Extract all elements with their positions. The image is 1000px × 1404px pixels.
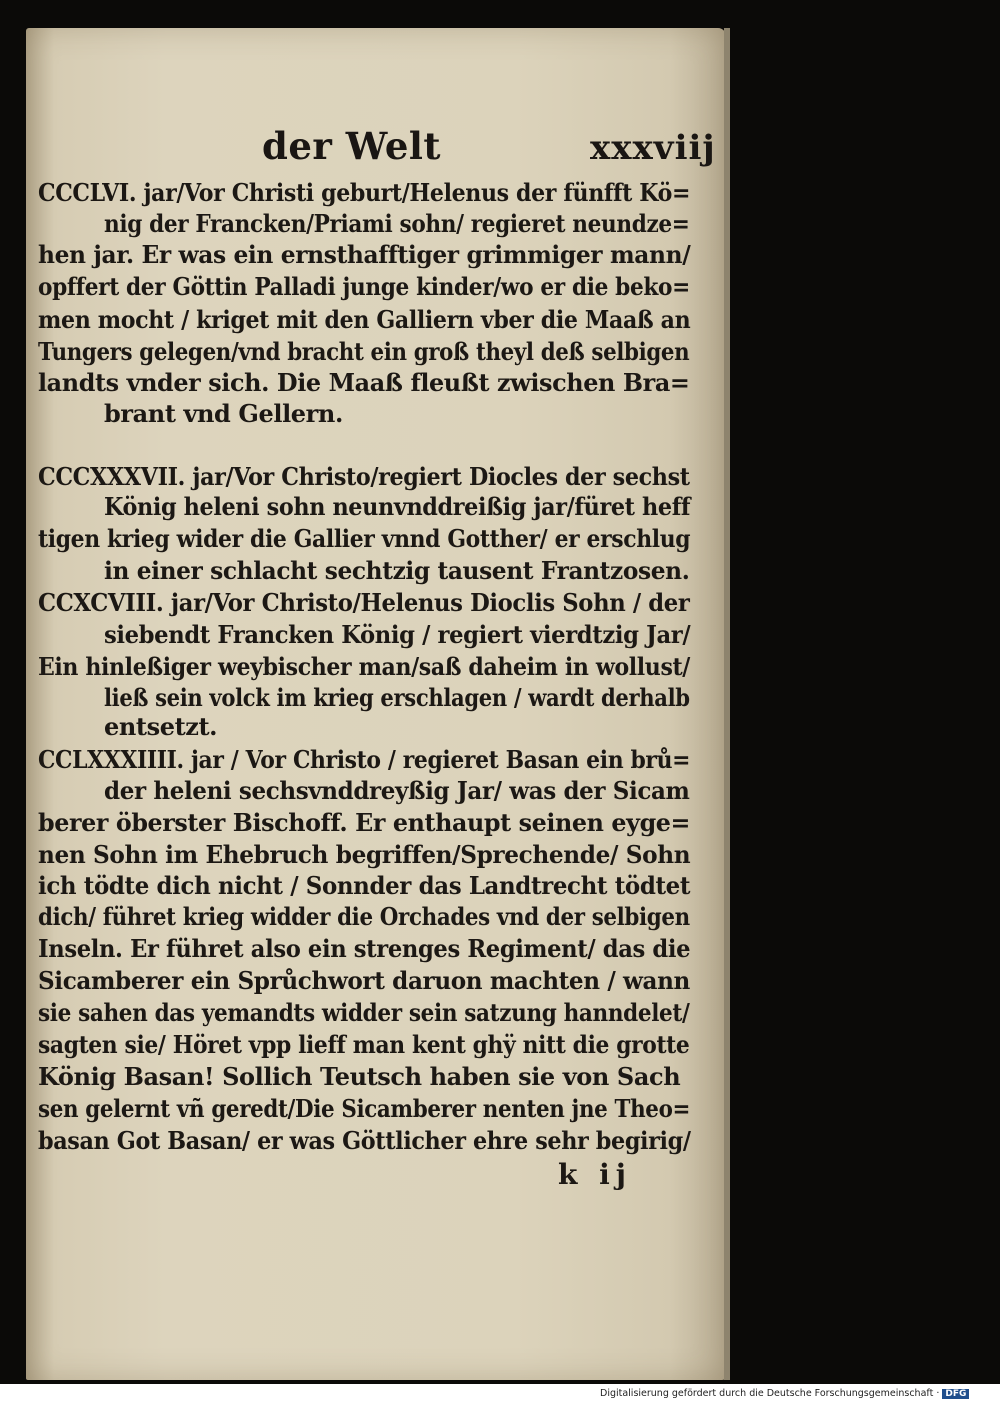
- text-line: opffert der Göttin Palladi junge kinder/wo er die beko=: [38, 272, 690, 301]
- text-line: Tungers gelegen/vnd bracht ein groß theyl deß selbigen: [38, 337, 690, 366]
- text-line: nig der Francken/Priami sohn/ regieret neundze=: [104, 209, 690, 238]
- text-line: sagten sie/ Höret vpp lieff man kent ghÿ nitt die grotte: [38, 1030, 690, 1059]
- text-line: Ein hinleßiger weybischer man/saß daheim in wollust/: [38, 652, 690, 681]
- text-line: dich/ führet krieg widder die Orchades vnd der selbigen: [38, 902, 690, 931]
- text-line: ich tödte dich nicht / Sonnder das Landtrecht tödtet: [38, 871, 691, 900]
- text-line: berer öberster Bischoff. Er enthaupt seinen eyge=: [38, 808, 691, 837]
- text-line: siebendt Francken König / regiert vierdtzig Jar/: [104, 620, 691, 649]
- page-edge: [724, 28, 730, 1380]
- digitization-credit: [600, 1388, 1000, 1404]
- text-line: Inseln. Er führet also ein strenges Regiment/ das die: [38, 934, 691, 963]
- text-line: basan Got Basan/ er was Göttlicher ehre sehr begirig/: [38, 1126, 691, 1155]
- running-head-title: der Welt: [262, 124, 442, 168]
- text-line: CCLXXXIIII. jar / Vor Christo / regieret Basan ein brů=: [38, 745, 691, 774]
- credit-text: Digitalisierung gefördert durch die Deutsche Forschungsgemeinschaft ·: [600, 1388, 940, 1399]
- text-line: Sicamberer ein Sprůchwort daruon machten / wann: [38, 966, 690, 995]
- text-line: landts vnder sich. Die Maaß fleußt zwischen Bra=: [38, 368, 690, 397]
- text-line: sie sahen das yemandts widder sein satzung hanndelet/: [38, 998, 690, 1027]
- text-line: hen jar. Er was ein ernsthafftiger grimmiger mann/: [38, 240, 691, 269]
- folio-number: xxxviij: [590, 128, 716, 168]
- text-line: CCCLVI. jar/Vor Christi geburt/Helenus der fünfft Kö=: [38, 178, 691, 207]
- text-line: men mocht / kriget mit den Galliern vber die Maaß an: [38, 305, 691, 334]
- text-line: nen Sohn im Ehebruch begriffen/Sprechende/ Sohn: [38, 840, 691, 869]
- text-line: brant vnd Gellern.: [104, 399, 343, 428]
- signature-mark: k ij: [558, 1158, 632, 1191]
- text-line: CCCXXXVII. jar/Vor Christo/regiert Diocles der sechst: [38, 462, 690, 491]
- text-line: entsetzt.: [104, 712, 218, 741]
- text-line: König Basan! Sollich Teutsch haben sie von Sach: [38, 1062, 681, 1091]
- text-line: ließ sein volck im krieg erschlagen / wardt derhalb: [104, 683, 690, 712]
- text-line: in einer schlacht sechtzig tausent Frantzosen.: [104, 556, 690, 585]
- text-line: sen gelernt vñ geredt/Die Sicamberer nenten jne Theo=: [38, 1094, 691, 1123]
- dfg-logo: DFG: [942, 1389, 969, 1399]
- text-line: tigen krieg wider die Gallier vnnd Gotther/ er erschlug: [38, 524, 691, 553]
- text-line: CCXCVIII. jar/Vor Christo/Helenus Dioclis Sohn / der: [38, 588, 690, 617]
- text-line: König heleni sohn neunvnddreißig jar/füret heff: [104, 492, 691, 521]
- text-line: der heleni sechsvnddreyßig Jar/ was der Sicam: [104, 776, 690, 805]
